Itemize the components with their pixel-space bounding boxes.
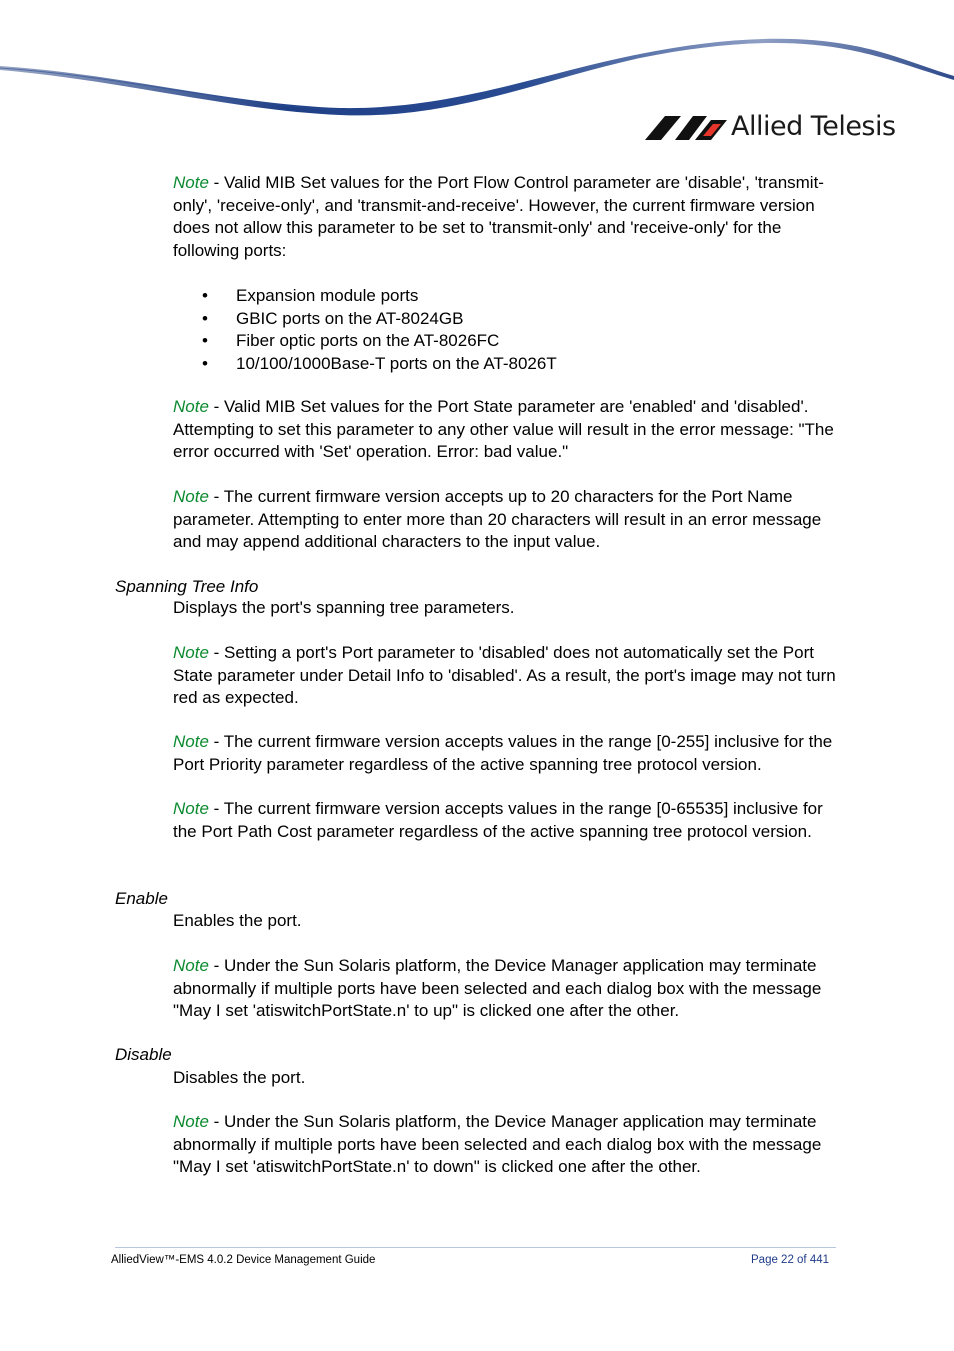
- note-text: - Under the Sun Solaris platform, the Device Manager application may terminate abnormally if multiple ports have been selected and each dialog box with the message "May I set 'atiswitchPortState.n' to down" is clicked one after the other.: [173, 1112, 822, 1176]
- note-label: Note: [173, 732, 209, 751]
- note-label: Note: [173, 397, 209, 416]
- note-port-name: [173, 486, 845, 554]
- bullet-icon: •: [202, 353, 208, 373]
- note-enable-solaris: [173, 955, 845, 1023]
- note-label: Note: [173, 173, 209, 192]
- spanning-tree-description: Displays the port's spanning tree parameters.: [173, 598, 515, 617]
- note-port-priority: [173, 731, 845, 776]
- note-text: - The current firmware version accepts values in the range [0-255] inclusive for the Port Priority parameter regardless of the active spanning tree protocol version.: [173, 732, 833, 774]
- list-item-text: Expansion module ports: [236, 286, 419, 305]
- note-spanning-port-state: [173, 642, 845, 710]
- note-text: - Valid MIB Set values for the Port State parameter are 'enabled' and 'disabled'. Attempting to set this parameter to any other value will result in the error message: "The error occurred with 'Set' operation. Error: bad value.": [173, 397, 834, 461]
- note-label: Note: [173, 1112, 209, 1131]
- list-item: [173, 330, 557, 353]
- footer-divider: [115, 1247, 836, 1248]
- heading-disable: Disable: [115, 1045, 172, 1064]
- list-item-text: 10/100/1000Base-T ports on the AT-8026T: [236, 353, 557, 373]
- bullet-icon: •: [202, 308, 208, 328]
- bullet-icon: •: [202, 331, 208, 350]
- note-disable-solaris: [173, 1111, 845, 1179]
- heading-enable: Enable: [115, 889, 168, 908]
- note-label: Note: [173, 956, 209, 975]
- enable-description: Enables the port.: [173, 911, 302, 930]
- note-flow-control: [173, 172, 845, 262]
- note-text: - The current firmware version accepts up to 20 characters for the Port Name parameter. Attempting to enter more than 20 characters will result in an error message and may append additional characters to the input value.: [173, 487, 822, 551]
- list-item: [173, 353, 557, 376]
- list-item: [173, 285, 557, 308]
- note-text: - Under the Sun Solaris platform, the Device Manager application may terminate abnormally if multiple ports have been selected and each dialog box with the message "May I set 'atiswitchPortState.n' to up" is clicked one after the other.: [173, 956, 822, 1020]
- footer-page-number: Page 22 of 441: [751, 1254, 830, 1266]
- list-item-text: GBIC ports on the AT-8024GB: [236, 308, 464, 328]
- bullet-icon: •: [202, 286, 208, 305]
- note-label: Note: [173, 799, 209, 818]
- note-text: - The current firmware version accepts values in the range [0-65535] inclusive for the Port Path Cost parameter regardless of the active spanning tree protocol version.: [173, 799, 823, 841]
- disable-description: Disables the port.: [173, 1068, 306, 1087]
- note-label: Note: [173, 643, 209, 662]
- note-label: Note: [173, 487, 209, 506]
- note-port-path-cost: [173, 798, 845, 843]
- note-text: - Setting a port's Port parameter to 'disabled' does not automatically set the Port State parameter under Detail Info to 'disabled'. As a result, the port's image may not turn red as expected.: [173, 643, 836, 707]
- list-item: [173, 308, 557, 331]
- port-list: [173, 285, 557, 375]
- note-port-state: [173, 396, 845, 464]
- allied-telesis-logo: [645, 110, 896, 144]
- brand-name: Allied Telesis: [731, 111, 896, 142]
- list-item-text: Fiber optic ports on the AT-8026FC: [236, 331, 500, 350]
- allied-telesis-logo-mark: [645, 114, 727, 140]
- footer-document-title: AlliedView™-EMS 4.0.2 Device Management Guide: [111, 1254, 376, 1266]
- heading-spanning-tree-info: Spanning Tree Info: [115, 577, 259, 596]
- note-text: - Valid MIB Set values for the Port Flow Control parameter are 'disable', 'transmit-only', 'receive-only', and 'transmit-and-receive'. However, the current firmware version does not allow this parameter to be set to 'transmit-only' and 'receive-only' for the following ports:: [173, 173, 824, 260]
